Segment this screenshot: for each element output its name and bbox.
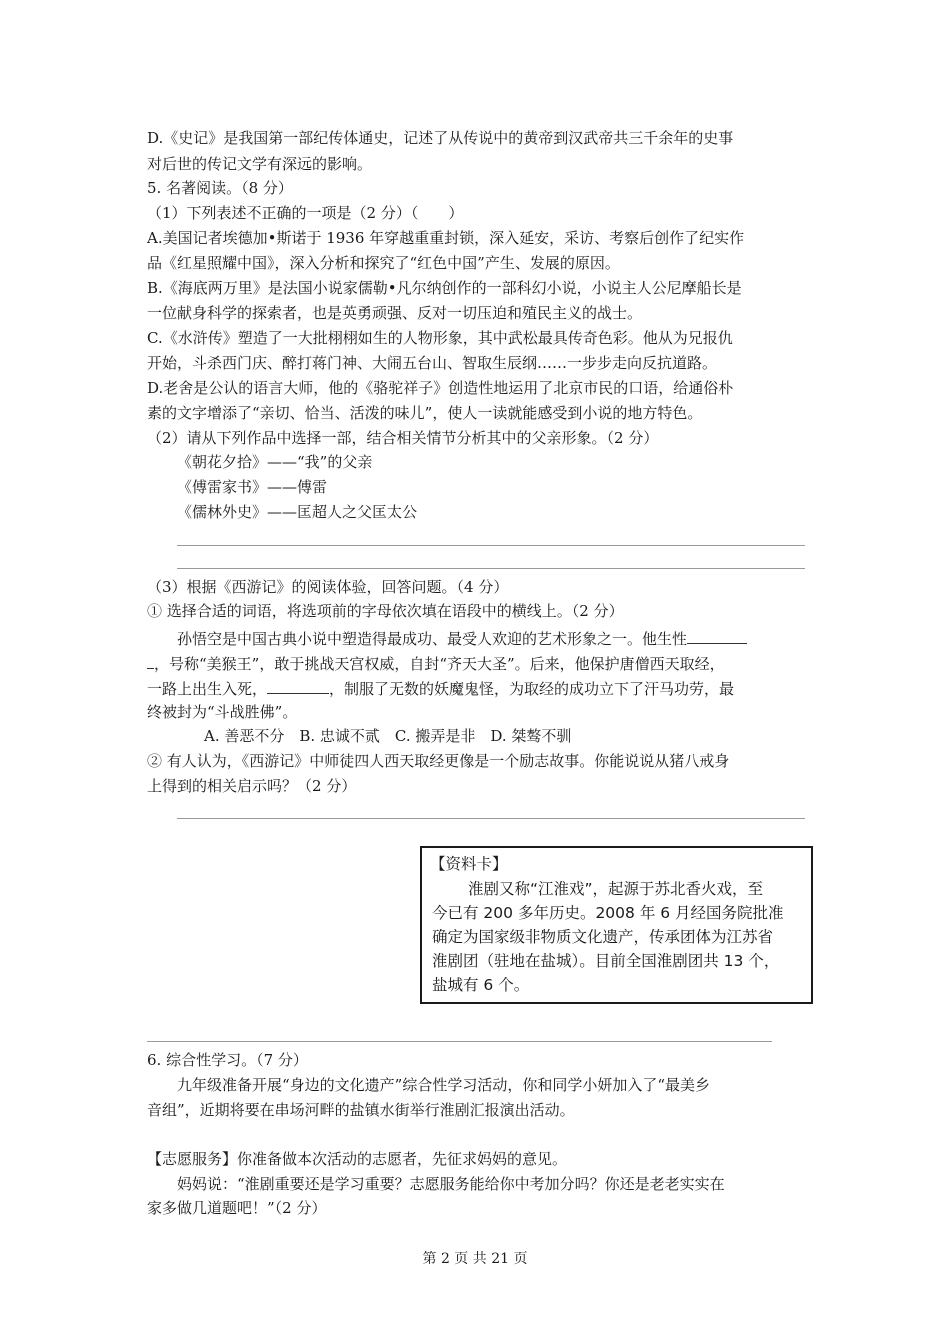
- info-card-title: 【资料卡】: [430, 855, 508, 873]
- question-5-3-2-prompt: 上得到的相关启示吗？（2 分）: [147, 777, 357, 795]
- word-choices: A. 善恶不分 B. 忠诚不贰 C. 搬弄是非 D. 桀骜不驯: [204, 727, 572, 745]
- answer-line[interactable]: [177, 545, 805, 546]
- info-card: [420, 846, 813, 1004]
- page-footer: 第 2 页 共 21 页: [422, 1251, 528, 1267]
- question-5-heading: 5. 名著阅读。（8 分）: [147, 179, 293, 197]
- question-5-3-1-prompt: ① 选择合适的词语，将选项前的字母依次填在语段中的横线上。（2 分）: [147, 602, 624, 620]
- option-b-line-2: 一位献身科学的探索者，也是英勇顽强、反对一切压迫和殖民主义的战士。: [147, 304, 643, 322]
- answer-line[interactable]: [147, 1041, 772, 1042]
- work-option: 《朝花夕拾》——“我”的父亲: [177, 453, 373, 471]
- passage-text: ，号称“美猴王”，敢于挑战天宫权威，自封“齐天大圣”。后来，他保护唐僧西天取经，: [154, 655, 725, 673]
- option-b-line-1: B.《海底两万里》是法国小说家儒勒•凡尔纳创作的一部科幻小说，小说主人公尼摩船长是: [147, 279, 742, 297]
- question-6-intro: 音组”，近期将要在串场河畔的盐镇水街举行淮剧汇报演出活动。: [147, 1101, 575, 1119]
- passage-line: [147, 652, 725, 674]
- question-6-intro: 九年级准备开展“身边的文化遗产”综合性学习活动，你和同学小妍加入了“最美乡: [177, 1076, 711, 1094]
- question-6-heading: 6. 综合性学习。（7 分）: [147, 1051, 308, 1069]
- option-a-line-2: 品《红星照耀中国》，深入分析和探究了“红色中国”产生、发展的原因。: [147, 254, 620, 272]
- passage-text: 孙悟空是中国古典小说中塑造得最成功、最受人欢迎的艺术形象之一。他生性: [177, 630, 688, 648]
- mom-quote: 妈妈说：“淮剧重要还是学习重要？志愿服务能给你中考加分吗？你还是老老实实在: [177, 1175, 725, 1193]
- question-5-3-prompt: （3）根据《西游记》的阅读体验，回答问题。（4 分）: [147, 578, 509, 596]
- volunteer-section-heading: 【志愿服务】你准备做本次活动的志愿者，先征求妈妈的意见。: [147, 1150, 568, 1168]
- option-d-line-2: 素的文字增添了“亲切、恰当、活泼的味儿”，使人一读就能感受到小说的地方特色。: [147, 404, 703, 422]
- passage-text: ，制服了无数的妖魔鬼怪，为取经的成功立下了汗马功劳，最: [329, 680, 735, 698]
- answer-line[interactable]: [177, 568, 805, 569]
- mom-quote: 家多做几道题吧！”（2 分）: [147, 1199, 327, 1217]
- info-card-text: 盐城有 6 个。: [432, 976, 530, 994]
- info-card-text: 淮剧团（驻地在盐城）。目前全国淮剧团共 13 个，: [432, 952, 780, 970]
- passage-line: [177, 627, 747, 649]
- work-option: 《傅雷家书》——傅雷: [177, 478, 328, 496]
- question-5-3-2-prompt: ② 有人认为，《西游记》中师徒四人西天取经更像是一个励志故事。你能说说从猪八戒身: [147, 752, 730, 770]
- passage-line: 终被封为“斗战胜佛”。: [147, 703, 298, 721]
- fill-blank[interactable]: [687, 627, 747, 644]
- answer-line[interactable]: [177, 818, 805, 819]
- option-a-line-1: A.美国记者埃德加•斯诺于 1936 年穿越重重封锁，深入延安，采访、考察后创作了纪实作: [147, 229, 745, 247]
- text-line: D.《史记》是我国第一部纪传体通史，记述了从传说中的黄帝到汉武帝共三千余年的史事: [147, 129, 734, 147]
- text-line: 对后世的传记文学有深远的影响。: [147, 155, 373, 173]
- fill-blank[interactable]: [147, 652, 154, 669]
- info-card-text: 淮剧又称“江淮戏”，起源于苏北香火戏，至: [468, 880, 764, 898]
- passage-text: 一路上出生入死，: [147, 680, 268, 698]
- fill-blank[interactable]: [267, 677, 329, 694]
- info-card-text: 今已有 200 多年历史。2008 年 6 月经国务院批准: [432, 904, 784, 922]
- question-5-2-prompt: （2）请从下列作品中选择一部，结合相关情节分析其中的父亲形象。（2 分）: [147, 429, 659, 447]
- option-d-line-1: D.老舍是公认的语言大师，他的《骆驼祥子》创造性地运用了北京市民的口语，给通俗朴: [147, 379, 734, 397]
- info-card-text: 确定为国家级非物质文化遗产，传承团体为江苏省: [432, 928, 774, 946]
- work-option: 《儒林外史》——匡超人之父匡太公: [177, 503, 418, 521]
- question-5-1-prompt: （1）下列表述不正确的一项是（2 分）（ ）: [147, 204, 464, 222]
- option-c-line-1: C.《水浒传》塑造了一大批栩栩如生的人物形象，其中武松最具传奇色彩。他从为兄报仇: [147, 329, 733, 347]
- passage-line: [147, 677, 734, 699]
- option-c-line-2: 开始，斗杀西门庆、醉打蒋门神、大闹五台山、智取生辰纲……一步步走向反抗道路。: [147, 354, 718, 372]
